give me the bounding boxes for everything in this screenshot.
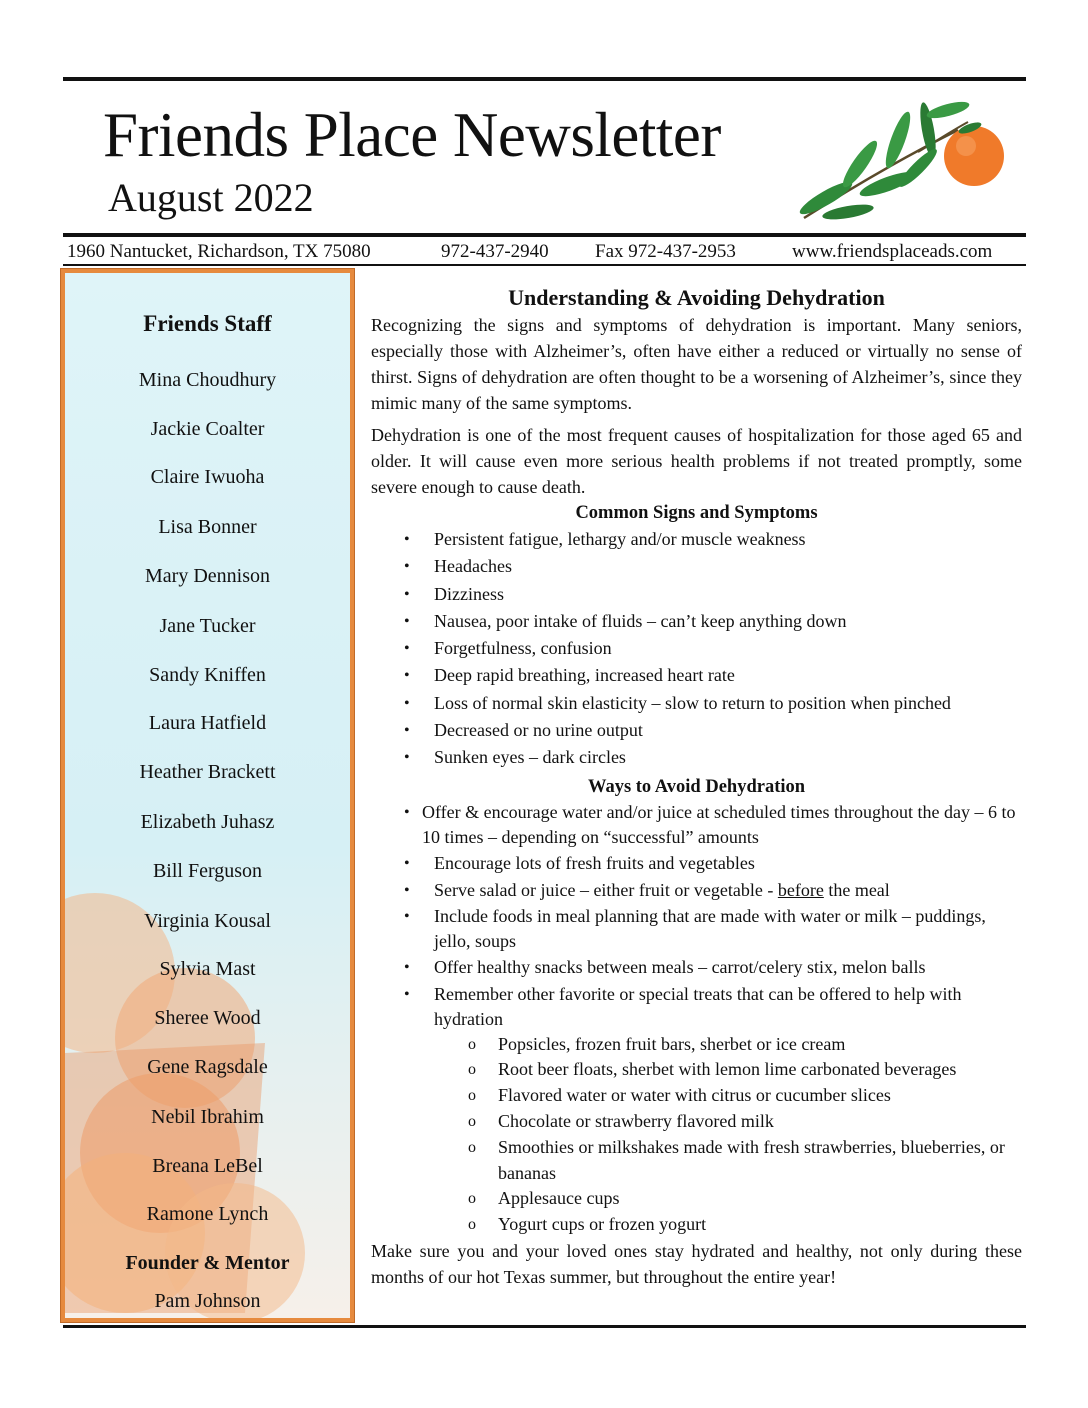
- phone-number: 972-437-2940: [441, 241, 549, 262]
- sub-list-item: o Flavored water or water with citrus or cucumber slices: [371, 1083, 1022, 1109]
- staff-name: Sylvia Mast: [159, 958, 256, 980]
- founder-heading: Founder & Mentor: [125, 1252, 290, 1274]
- ways-list: [371, 800, 1022, 1032]
- list-item: • Offer healthy snacks between meals – carrot/celery stix, melon balls: [371, 954, 1022, 981]
- staff-name: Jackie Coalter: [150, 418, 265, 440]
- treats-list: [371, 1032, 1022, 1238]
- list-item: • Encourage lots of fresh fruits and vegetables: [371, 850, 1022, 877]
- staff-name: Jane Tucker: [159, 615, 256, 637]
- list-item: • Loss of normal skin elasticity – slow to return to position when pinched: [371, 690, 1022, 717]
- staff-name: Heather Brackett: [139, 761, 276, 783]
- intro-paragraph: Dehydration is one of the most frequent causes of hospitalization for those aged 65 and older. It will cause even more serious health problems if not treated promptly, some severe enough to cause death.: [371, 425, 1022, 497]
- staff-sidebar: [61, 269, 354, 1322]
- top-rule: [63, 77, 1026, 81]
- sub-list-item: o Popsicles, frozen fruit bars, sherbet or ice cream: [371, 1032, 1022, 1058]
- staff-name: Sheree Wood: [154, 1007, 261, 1029]
- website-link[interactable]: www.friendsplaceads.com: [792, 241, 993, 262]
- list-item: • Sunken eyes – dark circles: [371, 744, 1022, 771]
- staff-name: Lisa Bonner: [158, 516, 257, 538]
- staff-name: Mary Dennison: [145, 565, 270, 587]
- sub-list-item: o Smoothies or milkshakes made with fresh strawberries, blueberries, or bananas: [371, 1135, 1022, 1187]
- list-item: • Forgetfulness, confusion: [371, 635, 1022, 662]
- list-item: • Remember other favorite or special treats that can be offered to help with hydration: [371, 982, 1022, 1032]
- staff-name: Nebil Ibrahim: [151, 1106, 264, 1128]
- contact-info-bar: [67, 239, 1023, 265]
- ways-heading: Ways to Avoid Dehydration: [587, 776, 806, 797]
- list-item: • Deep rapid breathing, increased heart rate: [371, 662, 1022, 689]
- signs-heading: Common Signs and Symptoms: [575, 503, 818, 523]
- sub-list-item: o Chocolate or strawberry flavored milk: [371, 1109, 1022, 1135]
- list-item-text: Serve salad or juice – either fruit or vegetable -: [434, 879, 778, 900]
- newsletter-title: Friends Place Newsletter: [103, 100, 721, 170]
- fax-number: Fax 972-437-2953: [595, 241, 736, 262]
- staff-name: Laura Hatfield: [148, 712, 267, 734]
- list-item: • Nausea, poor intake of fluids – can’t keep anything down: [371, 608, 1022, 635]
- list-item: • Decreased or no urine output: [371, 717, 1022, 744]
- sub-list-item: o Applesauce cups: [371, 1186, 1022, 1212]
- list-item: • Include foods in meal planning that are made with water or milk – puddings, jello, soups: [371, 904, 1022, 954]
- list-item: [371, 877, 1022, 904]
- list-item: [371, 800, 1022, 850]
- staff-heading: Friends Staff: [143, 311, 272, 336]
- bottom-rule: [63, 1325, 1026, 1328]
- founder-name: Pam Johnson: [154, 1290, 261, 1312]
- address: 1960 Nantucket, Richardson, TX 75080: [67, 241, 371, 262]
- list-item: • Dizziness: [371, 581, 1022, 608]
- header-rule: [63, 233, 1026, 237]
- staff-name: Bill Ferguson: [152, 860, 263, 882]
- dehydration-article: [371, 284, 1022, 1290]
- staff-name: Claire Iwuoha: [150, 466, 265, 488]
- orange-branch-illustration: [798, 100, 1004, 224]
- sub-list-item: o Root beer floats, sherbet with lemon lime carbonated beverages: [371, 1057, 1022, 1083]
- staff-name: Elizabeth Juhasz: [140, 811, 275, 833]
- list-item: • Headaches: [371, 553, 1022, 580]
- staff-name: Mina Choudhury: [138, 369, 277, 391]
- list-item-text: • Offer & encourage water and/or juice at scheduled times throughout the day – 6 to 10 times – depending on “successful” amounts: [422, 801, 1016, 847]
- staff-name: Sandy Kniffen: [149, 664, 266, 686]
- article-title: Understanding & Avoiding Dehydration: [508, 285, 885, 310]
- intro-paragraph: Recognizing the signs and symptoms of dehydration is important. Many seniors, especially those with Alzheimer’s, often have either a reduced or virtually no sense of thirst. Signs of dehydration are often thought to be a worsening of Alzheimer’s, since they mimic many of the same symptoms.: [371, 315, 1022, 413]
- list-item-text: the meal: [823, 879, 890, 900]
- staff-name: Virginia Kousal: [144, 910, 271, 932]
- staff-name: Ramone Lynch: [146, 1203, 269, 1225]
- staff-name: Gene Ragsdale: [147, 1056, 268, 1078]
- list-item: • Persistent fatigue, lethargy and/or muscle weakness: [371, 526, 1022, 553]
- sub-list-item: o Yogurt cups or frozen yogurt: [371, 1212, 1022, 1238]
- emphasis-before: before: [777, 879, 824, 900]
- signs-list: [371, 526, 1022, 772]
- closing-paragraph: Make sure you and your loved ones stay hydrated and healthy, not only during these months of our hot Texas summer, but throughout the entire year!: [371, 1240, 1022, 1287]
- newsletter-date: August 2022: [108, 175, 314, 220]
- staff-name: Breana LeBel: [152, 1155, 263, 1177]
